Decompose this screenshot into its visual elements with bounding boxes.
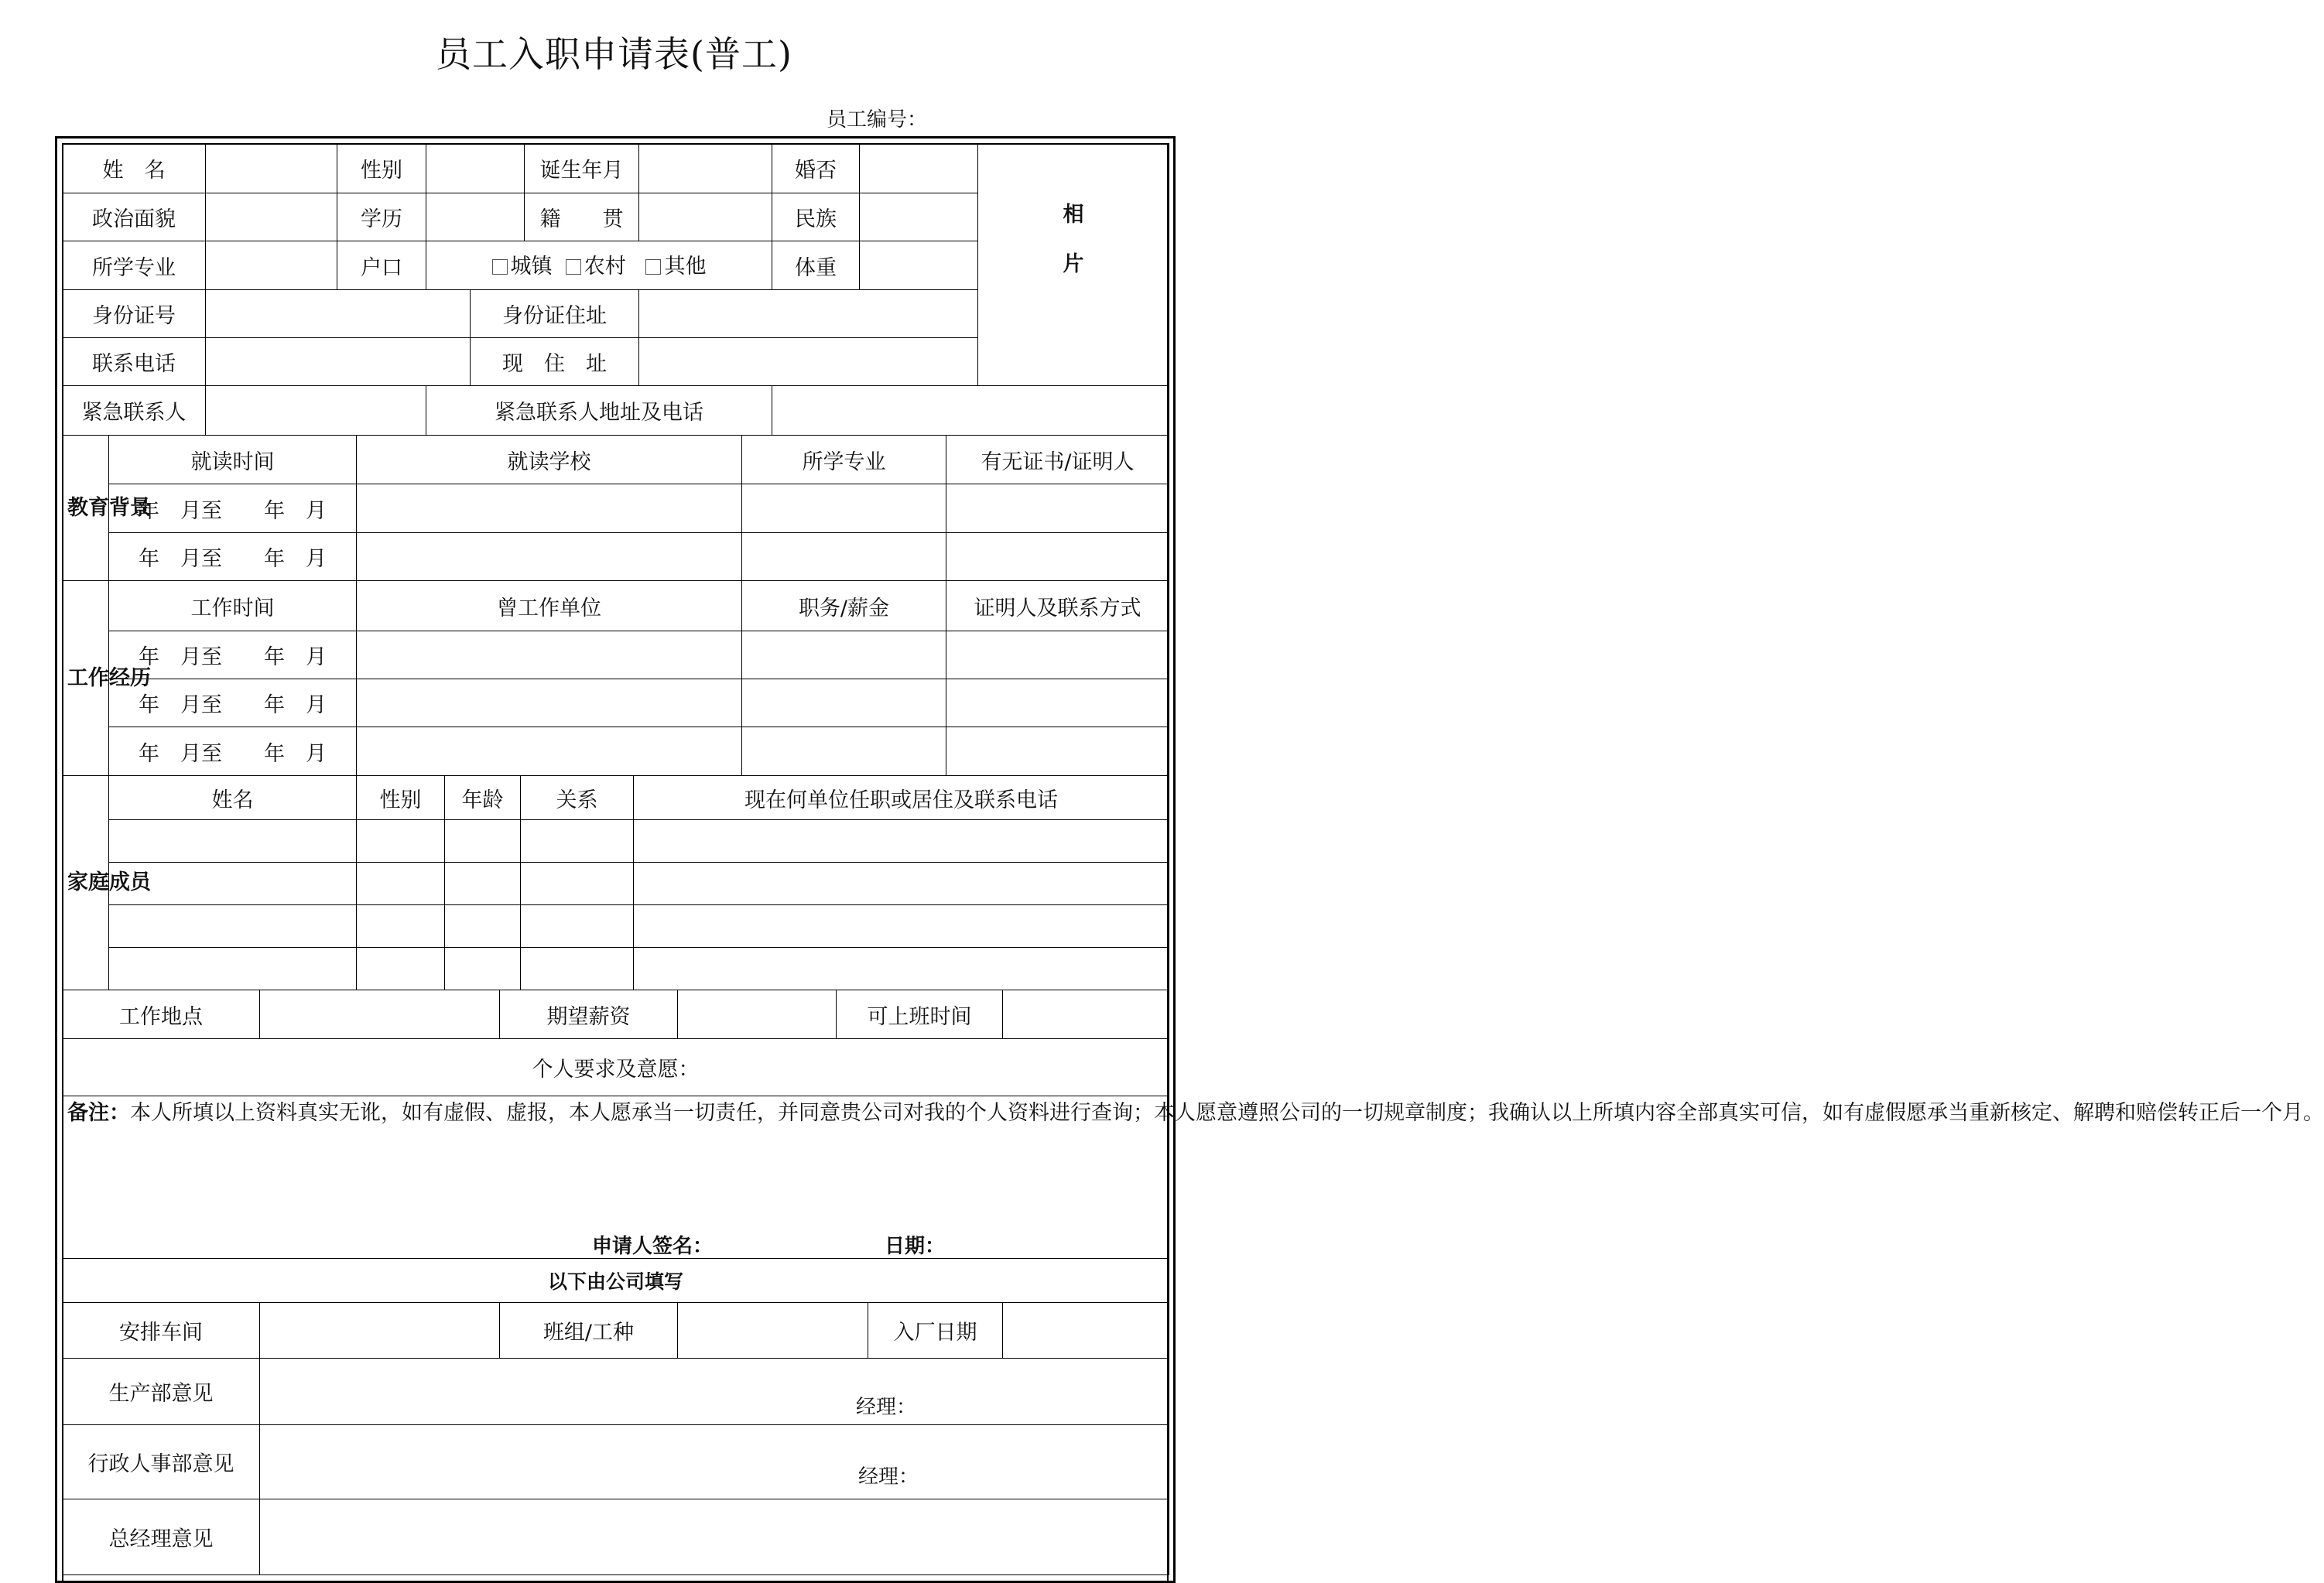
family-section-label: 家庭成员 <box>63 776 109 990</box>
hr-manager-label: 经理： <box>858 1465 919 1489</box>
native-label: 籍 贯 <box>525 193 639 241</box>
work-reference-field[interactable] <box>946 679 1169 727</box>
entry-date-field[interactable] <box>1003 1303 1169 1359</box>
emergency-label: 紧急联系人 <box>63 386 206 436</box>
edu-header-major: 所学专业 <box>742 436 946 484</box>
work-reference-field[interactable] <box>946 727 1169 776</box>
entry-date-label: 入厂日期 <box>868 1303 1003 1359</box>
gender-field[interactable] <box>426 144 525 193</box>
family-cell[interactable] <box>445 820 521 863</box>
work-period[interactable]: 年 月至 年 月 <box>109 679 357 727</box>
work-period[interactable]: 年 月至 年 月 <box>109 727 357 776</box>
id-no-label: 身份证号 <box>63 290 206 338</box>
company-section-label: 以下由公司填写 <box>63 1259 1169 1303</box>
edu-header-school: 就读学校 <box>357 436 742 484</box>
family-header-age: 年龄 <box>445 776 521 820</box>
family-table <box>62 775 1169 990</box>
work-period[interactable]: 年 月至 年 月 <box>109 631 357 679</box>
emergency-addr-field[interactable] <box>772 386 1169 436</box>
start-label: 可上班时间 <box>837 990 1003 1039</box>
photo-box[interactable] <box>978 144 1169 386</box>
weight-label: 体重 <box>772 241 860 290</box>
gm-field[interactable] <box>260 1499 1169 1575</box>
family-cell[interactable] <box>634 905 1169 948</box>
family-cell[interactable] <box>109 948 357 990</box>
edu-header-cert: 有无证书/证明人 <box>946 436 1169 484</box>
family-cell[interactable] <box>634 863 1169 905</box>
workshop-label: 安排车间 <box>63 1303 260 1359</box>
work-employer-field[interactable] <box>357 679 742 727</box>
cur-addr-field[interactable] <box>639 338 978 386</box>
family-cell[interactable] <box>521 820 634 863</box>
family-cell[interactable] <box>521 948 634 990</box>
photo-label-1: 相 <box>1063 203 1084 227</box>
edu-major-field[interactable] <box>742 533 946 581</box>
applicant-sign-label: 申请人签名： <box>592 1235 714 1258</box>
id-addr-label: 身份证住址 <box>471 290 639 338</box>
family-cell[interactable] <box>445 863 521 905</box>
team-label: 班组/工种 <box>500 1303 678 1359</box>
family-cell[interactable] <box>357 863 445 905</box>
family-header-relation: 关系 <box>521 776 634 820</box>
edu-cert-field[interactable] <box>946 484 1169 533</box>
family-cell[interactable] <box>109 820 357 863</box>
work-position-field[interactable] <box>742 727 946 776</box>
salary-field[interactable] <box>678 990 837 1039</box>
edu-major-field[interactable] <box>742 484 946 533</box>
work-position-field[interactable] <box>742 679 946 727</box>
edu-school-field[interactable] <box>357 484 742 533</box>
basic-info-table <box>62 143 1169 436</box>
wishes-label: 个人要求及意愿： <box>532 1058 700 1082</box>
option-rural: 农村 <box>584 255 626 279</box>
ethnic-field[interactable] <box>860 193 978 241</box>
company-table <box>62 1302 1169 1575</box>
edu-period[interactable]: 年 月至 年 月 <box>109 484 357 533</box>
native-field[interactable] <box>639 193 772 241</box>
name-label: 姓 名 <box>63 144 206 193</box>
political-label: 政治面貌 <box>63 193 206 241</box>
family-cell[interactable] <box>521 905 634 948</box>
work-position-field[interactable] <box>742 631 946 679</box>
family-cell[interactable] <box>634 820 1169 863</box>
checkbox-other[interactable] <box>645 259 661 275</box>
education-field[interactable] <box>426 193 525 241</box>
work-header-employer: 曾工作单位 <box>357 581 742 631</box>
family-row <box>63 905 1169 948</box>
major-field[interactable] <box>206 241 337 290</box>
family-cell[interactable] <box>357 948 445 990</box>
work-section-label: 工作经历 <box>63 581 109 776</box>
family-row <box>63 820 1169 863</box>
workshop-field[interactable] <box>260 1303 500 1359</box>
family-cell[interactable] <box>634 948 1169 990</box>
emergency-addr-label: 紧急联系人地址及电话 <box>426 386 772 436</box>
marital-label: 婚否 <box>772 144 860 193</box>
note-label: 备注： <box>67 1101 130 1125</box>
family-header-name: 姓名 <box>109 776 357 820</box>
family-row <box>63 863 1169 905</box>
form-title: 员工入职申请表(普工) <box>436 33 792 75</box>
education-label: 学历 <box>337 193 426 241</box>
birth-field[interactable] <box>639 144 772 193</box>
note-text: 本人所填以上资料真实无讹，如有虚假、虚报，本人愿承当一切责任，并同意贵公司对我的个人资料进行查询；本人愿意遵照公司的一切规章制度；我确认以上所填内容全部真实可信，如有虚假愿承当重新核定、解聘和赔偿转正后一个月。 <box>130 1101 2324 1125</box>
edu-school-field[interactable] <box>357 533 742 581</box>
work-employer-field[interactable] <box>357 631 742 679</box>
location-label: 工作地点 <box>63 990 260 1039</box>
family-row <box>63 948 1169 990</box>
checkbox-rural[interactable] <box>566 259 581 275</box>
family-cell[interactable] <box>445 905 521 948</box>
work-header-reference: 证明人及联系方式 <box>946 581 1169 631</box>
hukou-options <box>426 241 772 290</box>
id-addr-field[interactable] <box>639 290 978 338</box>
id-no-field[interactable] <box>206 290 471 338</box>
work-reference-field[interactable] <box>946 631 1169 679</box>
work-employer-field[interactable] <box>357 727 742 776</box>
family-cell[interactable] <box>357 820 445 863</box>
option-town: 城镇 <box>510 255 553 279</box>
phone-label: 联系电话 <box>63 338 206 386</box>
birth-label: 诞生年月 <box>525 144 639 193</box>
cur-addr-label: 现 住 址 <box>471 338 639 386</box>
start-field[interactable] <box>1003 990 1169 1039</box>
marital-field[interactable] <box>860 144 978 193</box>
ethnic-label: 民族 <box>772 193 860 241</box>
work-table <box>62 580 1169 776</box>
checkbox-town[interactable] <box>492 259 508 275</box>
photo-label-2: 片 <box>1063 252 1084 276</box>
hukou-label: 户口 <box>337 241 426 290</box>
phone-field[interactable] <box>206 338 471 386</box>
salary-label: 期望薪资 <box>500 990 678 1039</box>
hr-field[interactable] <box>260 1425 1169 1499</box>
production-field[interactable] <box>260 1359 1169 1425</box>
emergency-field[interactable] <box>206 386 426 436</box>
production-manager-label: 经理： <box>856 1396 917 1419</box>
gm-label: 总经理意见 <box>63 1499 260 1575</box>
gender-label: 性别 <box>337 144 426 193</box>
edu-header-time: 就读时间 <box>109 436 357 484</box>
family-header-gender: 性别 <box>357 776 445 820</box>
production-label: 生产部意见 <box>63 1359 260 1425</box>
family-cell[interactable] <box>357 905 445 948</box>
wishes-field[interactable] <box>63 1039 1169 1096</box>
family-cell[interactable] <box>109 905 357 948</box>
family-cell[interactable] <box>445 948 521 990</box>
family-header-contact: 现在何单位任职或居住及联系电话 <box>634 776 1169 820</box>
political-field[interactable] <box>206 193 337 241</box>
education-table <box>62 435 1169 581</box>
major-label: 所学专业 <box>63 241 206 290</box>
edu-period[interactable]: 年 月至 年 月 <box>109 533 357 581</box>
family-cell[interactable] <box>521 863 634 905</box>
location-field[interactable] <box>260 990 500 1039</box>
work-header-time: 工作时间 <box>109 581 357 631</box>
team-field[interactable] <box>678 1303 868 1359</box>
employee-no-label: 员工编号： <box>827 108 928 132</box>
education-section-label: 教育背景 <box>63 436 109 581</box>
option-other: 其他 <box>664 255 707 279</box>
weight-field[interactable] <box>860 241 978 290</box>
work-header-position: 职务/薪金 <box>742 581 946 631</box>
name-field[interactable] <box>206 144 337 193</box>
hr-label: 行政人事部意见 <box>63 1425 260 1499</box>
edu-cert-field[interactable] <box>946 533 1169 581</box>
date-label: 日期： <box>885 1235 946 1258</box>
